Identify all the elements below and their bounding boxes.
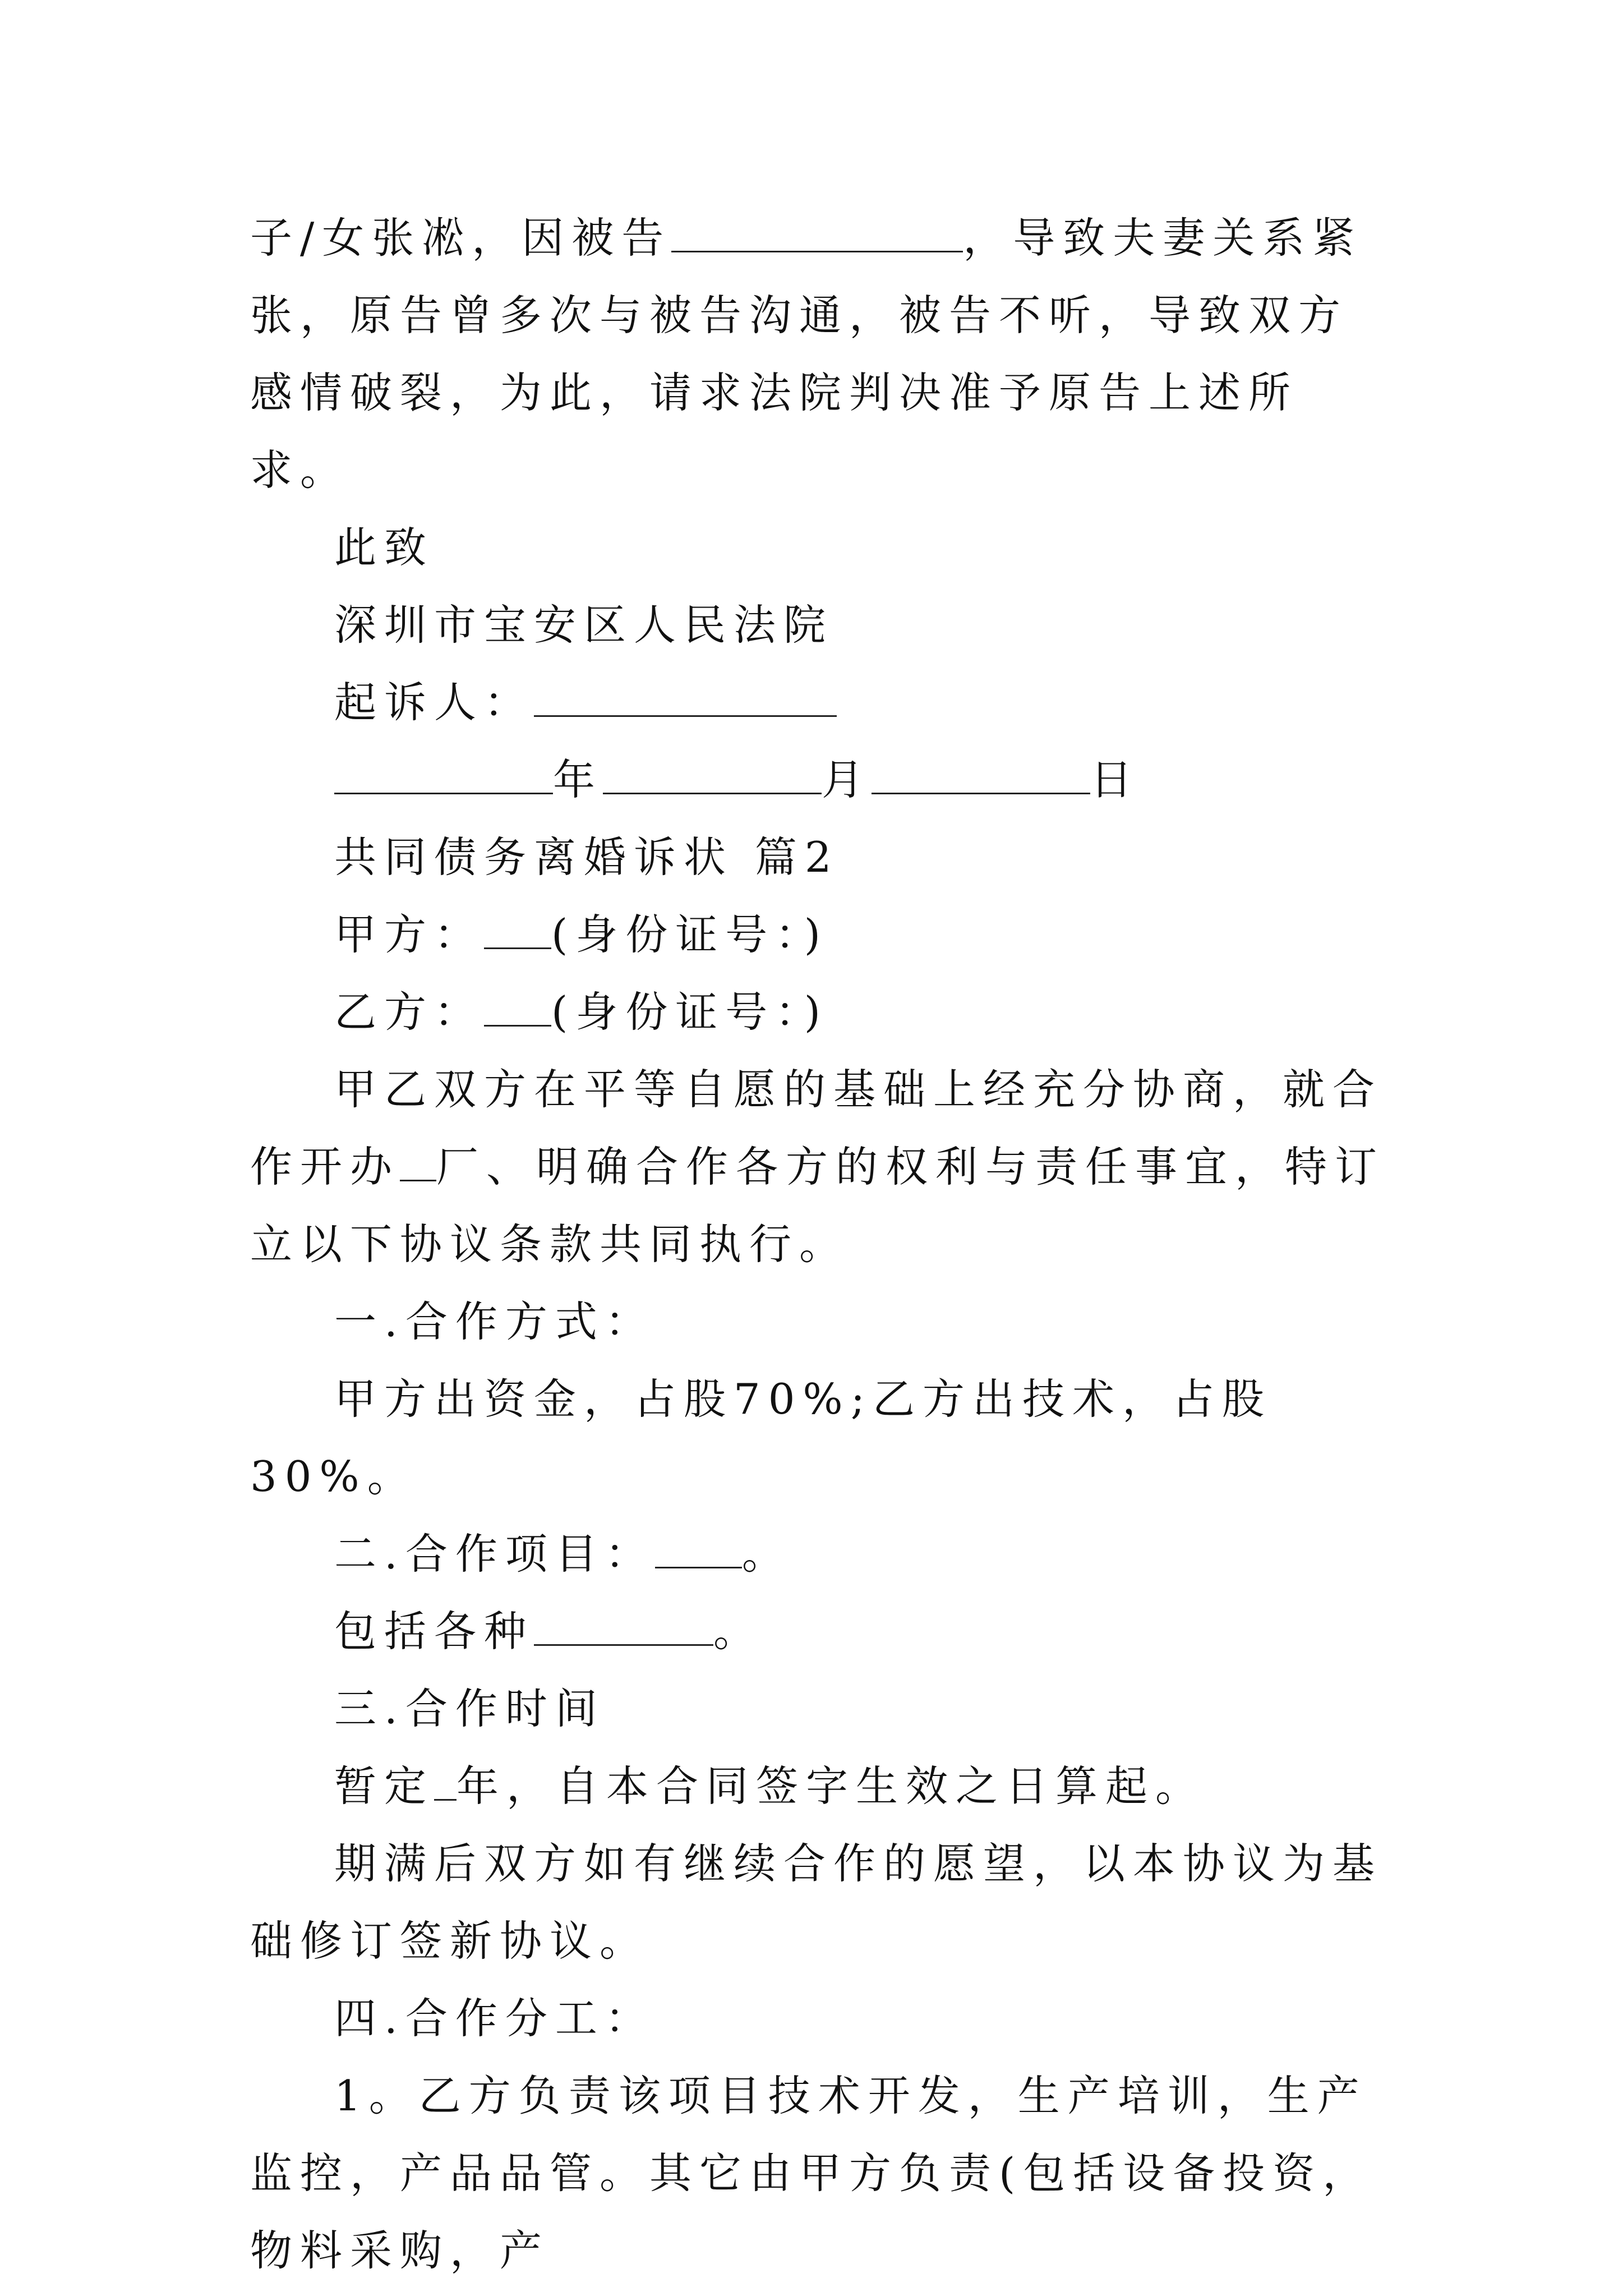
- text-span: 起诉人：: [334, 678, 534, 727]
- blank-line: [534, 1602, 713, 1646]
- blank-line: [872, 751, 1090, 794]
- blank-line: [334, 751, 553, 794]
- text-span: (身份证号：): [551, 987, 829, 1037]
- blank-line: [534, 673, 837, 717]
- text-span: 二.合作项目：: [334, 1529, 655, 1579]
- paragraph-h3-body: [250, 1747, 1394, 1825]
- blank-line: [603, 751, 822, 794]
- text-span: 甲方：: [334, 910, 485, 959]
- paragraph-intro: [250, 1051, 1394, 1283]
- text-span: 子/女张凇，因被告: [250, 213, 672, 263]
- text-span: 年: [553, 755, 603, 804]
- paragraph-party-a: [250, 896, 1394, 973]
- text-span: (身份证号：): [551, 910, 829, 959]
- blank-line: [484, 905, 551, 949]
- paragraph-plaintiff: [250, 664, 1394, 741]
- blank-line: [655, 1525, 742, 1568]
- text-span: 年，自本合同签字生效之日算起。: [457, 1761, 1206, 1811]
- heading-4: 四.合作分工：: [334, 1994, 655, 2043]
- blank-line: [434, 1757, 457, 1801]
- text-span: 乙方：: [334, 987, 485, 1037]
- paragraph-date: [250, 741, 1394, 818]
- heading-3: 三.合作时间: [334, 1684, 605, 1733]
- document-body: [250, 199, 1394, 2289]
- paragraph-h4-body: 1。乙方负责该项目技术开发，生产培训，生产监控，产品品管。其它由甲方负责(包括设备投资，物料采购，产: [250, 2071, 1373, 2275]
- heading-2: [250, 1515, 1394, 1593]
- blank-line: [400, 1138, 436, 1181]
- blank-line: [671, 209, 963, 252]
- text-span: 日: [1090, 755, 1141, 804]
- paragraph-h3-body2: 期满后双方如有继续合作的愿望，以本协议为基础修订签新协议。: [250, 1839, 1383, 1966]
- text-span: 厂、明确合作各方的权利与责任事宜，特订立以下协议条款共同执行。: [250, 1142, 1385, 1269]
- heading-1: 一.合作方式：: [334, 1297, 655, 1346]
- text-span: 。: [741, 1529, 792, 1579]
- blank-line: [484, 983, 551, 1027]
- paragraph-salutation: 此致: [334, 523, 435, 572]
- text-span: 暂定: [334, 1761, 435, 1811]
- section-title: 共同债务离婚诉状 篇2: [334, 832, 840, 882]
- paragraph-court: 深圳市宝安区人民法院: [334, 600, 834, 650]
- text-span: 包括各种: [334, 1607, 534, 1656]
- text-span: 月: [822, 755, 872, 804]
- paragraph-party-b: [250, 973, 1394, 1051]
- paragraph-h1-body: 甲方出资金，占股70%;乙方出技术，占股30%。: [250, 1374, 1272, 1501]
- paragraph-h2-body: [250, 1593, 1394, 1670]
- text-span: 甲乙双方在平等自愿的基础上经充分协商，就合作开办: [250, 1065, 1383, 1191]
- paragraph-reason: [250, 199, 1394, 509]
- text-span: ，导致夫妻关系紧张，原告曾多次与被告沟通，被告不听，导致双方感情破裂，为此，请求法院判决准予原告上述所求。: [250, 213, 1363, 495]
- text-span: 。: [713, 1607, 764, 1656]
